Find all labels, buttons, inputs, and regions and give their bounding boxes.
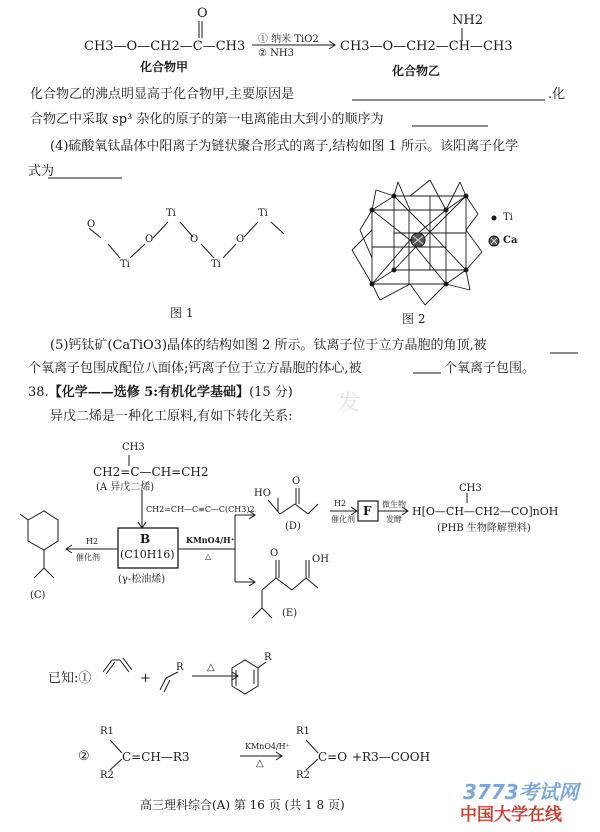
known-r2: R2 (100, 770, 114, 781)
side-watermark (0, 445, 2, 581)
microbe-label: 微生物 (382, 500, 406, 509)
phb-formula: H[O—CH—CH2—CO]nOH (412, 505, 559, 518)
known-num2: ② (78, 749, 90, 764)
page-footer: 高三理科综合(A) 第 16 页 (共 1 8 页) (140, 798, 345, 812)
kmno4-reagent: KMnO4/H⁺ (186, 535, 235, 545)
known-r1: R1 (100, 726, 114, 737)
known-r-product: R (264, 652, 272, 663)
product-nh2: NH2 (452, 13, 483, 28)
product-formula: CH3—O—CH2—CH—CH3 (340, 39, 513, 54)
q4-line1: (4)硫酸氧钛晶体中阳离子为链状聚合形式的离子,结构如图 1 所示。该阳离子化学 (50, 139, 519, 154)
fig1-caption: 图 1 (170, 306, 194, 320)
catalyst-right: 催化剂 (331, 515, 355, 524)
a-label: (A 异戊二烯) (96, 482, 155, 493)
b-label: (γ-松油烯) (118, 574, 166, 585)
condition-2: ② NH3 (258, 48, 294, 59)
d-ho: HO (254, 488, 271, 499)
legend-ca-dot (489, 236, 499, 246)
e-label: (E) (282, 608, 298, 619)
fig1-ti-4: Ti (258, 208, 268, 219)
d-o: O (292, 476, 301, 487)
q4-line2: 式为 (28, 164, 55, 179)
known-r-dienophile: R (176, 662, 184, 673)
f-label: F (363, 504, 372, 518)
phb-ch3: CH3 (459, 483, 482, 494)
h2-right: H2 (334, 499, 347, 508)
q3-line2: 合物乙中采取 sp³ 杂化的原子的第一电离能由大到小的顺序为 (30, 112, 384, 127)
reactant-carbonyl-o: O (197, 6, 208, 21)
q38-score: (15 分) (249, 385, 293, 400)
phb-label: (PHB 生物降解塑料) (437, 523, 531, 534)
h2-left: H2 (86, 537, 99, 546)
fig1-ti-1: Ti (120, 259, 130, 270)
fig1-o-1: O (87, 219, 96, 230)
known1-delta: △ (207, 662, 215, 673)
c-structure (20, 511, 58, 578)
c-label: (C) (30, 590, 46, 601)
d-label: (D) (285, 521, 301, 532)
fig1-ti-3: Ti (211, 259, 221, 270)
known-r2-product: R2 (296, 770, 310, 781)
e-oh: OH (312, 554, 329, 565)
known-prefix: 已知:① (48, 671, 92, 686)
fig2-legend-ti: Ti (503, 212, 513, 223)
q38-heading (28, 384, 293, 402)
ferment-label: 发酵 (386, 515, 402, 524)
site-watermark: 3773考试网 (463, 780, 579, 804)
known2-delta: △ (256, 758, 264, 769)
fig1-o-3: O (190, 234, 199, 245)
label-compound-a: 化合物甲 (140, 60, 189, 74)
d-structure (268, 488, 318, 514)
known-alkene: C=CH—R3 (122, 750, 190, 764)
fig2-caption: 图 2 (402, 312, 426, 326)
q5-line2: 个氧离子包围成配位八面体;钙离子位于立方晶胞的体心,被 (28, 361, 362, 376)
q3-line1-end: .化 (548, 87, 566, 102)
known-ketone: C=O (318, 750, 348, 764)
school-watermark: 中国大学在线 (460, 805, 562, 825)
center-watermark: 发 (338, 391, 361, 416)
q5-line1: (5)钙钛矿(CaTiO3)晶体的结构如图 2 所示。钛离子位于立方晶胞的角顶,被 (50, 338, 487, 353)
fig2-legend-ca: Ca (503, 235, 518, 246)
label-compound-b: 化合物乙 (392, 64, 441, 78)
e-ketone-o: O (270, 548, 279, 559)
condition-1: ① 纳米 TiO2 (258, 34, 319, 45)
fig1-o-2: O (145, 234, 154, 245)
dienophile-structure (160, 672, 178, 692)
q38-number: 38. (28, 385, 49, 400)
catalyst-left: 催化剂 (76, 553, 100, 562)
legend-ti-dot (492, 216, 497, 221)
dienophile-formula: CH2=CH—C≡C—C(CH3)2 (146, 505, 255, 514)
a-ch3: CH3 (122, 442, 145, 453)
fig1-chain (89, 222, 284, 258)
q5-line2-end: 个氧离子包围。 (444, 361, 536, 376)
reactant-formula: CH3—O—CH2—C—CH3 (84, 39, 246, 54)
q38-intro: 异戊二烯是一种化工原料,有如下转化关系: (50, 409, 293, 424)
known2-r1-bond (110, 740, 122, 753)
known-plus: + (140, 671, 151, 686)
fig1-o-4: O (236, 234, 245, 245)
a-formula: CH2=C—CH=CH2 (93, 465, 209, 479)
q38-title: 【化学——选修 5:有机化学基础】 (48, 385, 250, 400)
b-letter: B (140, 532, 151, 546)
fig2-ca-atom (411, 233, 425, 247)
known2-reagent: KMnO4/H⁺ (245, 742, 290, 751)
b-formula: (C10H16) (120, 548, 175, 561)
q3-line1: 化合物乙的沸点明显高于化合物甲,主要原因是 (30, 87, 295, 102)
known-acid: +R3—COOH (352, 750, 431, 764)
fig1-ti-2: Ti (166, 208, 176, 219)
kmno4-delta: △ (205, 552, 212, 561)
known-r1-product: R1 (296, 726, 310, 737)
butadiene (103, 658, 132, 674)
